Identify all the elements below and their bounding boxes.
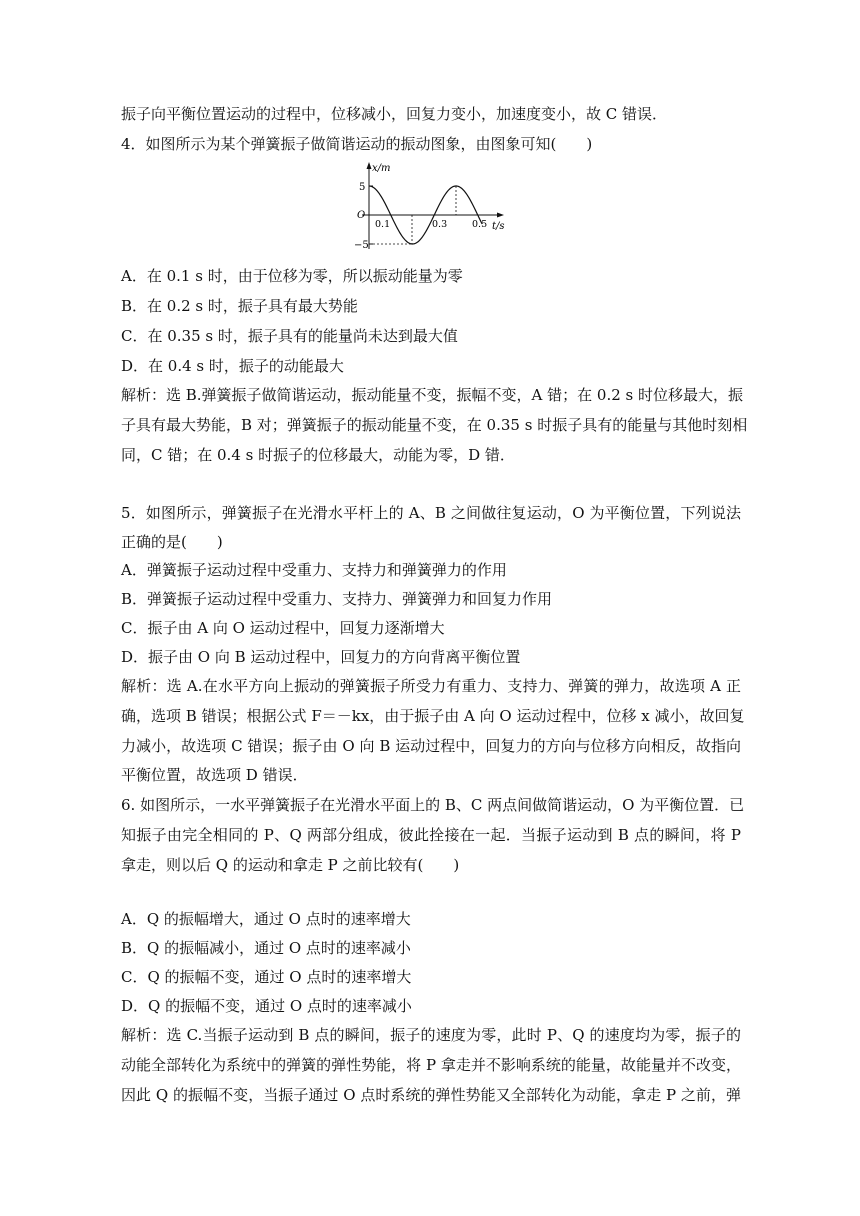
analysis-line: 子具有最大势能，B 对；弹簧振子的振动能量不变，在 0.35 s 时振子具有的能量与其他时刻相 — [121, 416, 748, 434]
option-a: A．Q 的振幅增大，通过 O 点时的速率增大 — [121, 910, 411, 928]
option-a: A．弹簧振子运动过程中受重力、支持力和弹簧弹力的作用 — [121, 561, 507, 579]
x-tick-label-0-3: 0.3 — [432, 219, 448, 230]
option-b: B．弹簧振子运动过程中受重力、支持力、弹簧弹力和回复力作用 — [121, 590, 553, 608]
analysis-line: 解析：选 B.弹簧振子做简谐运动，振动能量不变，振幅不变，A 错；在 0.2 s 时位移最大，振 — [121, 386, 744, 404]
option-a: A．在 0.1 s 时，由于位移为零，所以振动能量为零 — [121, 267, 463, 285]
question-4-stem: 4．如图所示为某个弹簧振子做简谐运动的振动图象，由图象可知( ) — [121, 135, 593, 153]
question-6-stem: 6. 如图所示，一水平弹簧振子在光滑水平面上的 B、C 两点间做简谐运动，O 为平衡位置．已 — [121, 796, 745, 814]
analysis-line: 解析：选 C.当振子运动到 B 点的瞬间，振子的速度为零，此时 P、Q 的速度均为零，振子的 — [121, 1026, 741, 1044]
y-tick-label-negative: −5 — [354, 240, 369, 251]
option-d: D．Q 的振幅不变，通过 O 点时的速率减小 — [121, 997, 412, 1015]
x-axis-label: t/s — [492, 221, 505, 232]
y-axis-label: x/m — [372, 163, 391, 174]
analysis-line: 动能全部转化为系统中的弹簧的弹性势能，将 P 拿走并不影响系统的能量，故能量并不改变， — [121, 1056, 741, 1074]
question-5-stem: 正确的是( ) — [121, 533, 223, 551]
analysis-line: 同，C 错；在 0.4 s 时振子的位移最大，动能为零，D 错． — [121, 446, 515, 464]
question-5-stem: 5．如图所示，弹簧振子在光滑水平杆上的 A、B 之间做往复运动，O 为平衡位置，下列说法 — [121, 504, 741, 522]
option-c: C．Q 的振幅不变，通过 O 点时的速率增大 — [121, 968, 412, 986]
question-6-stem: 拿走，则以后 Q 的运动和拿走 P 之前比较有( ) — [121, 856, 460, 874]
text-line: 振子向平衡位置运动的过程中，位移减小，回复力变小，加速度变小，故 C 错误． — [121, 105, 668, 123]
option-b: B．Q 的振幅减小，通过 O 点时的速率减小 — [121, 939, 411, 957]
analysis-line: 平衡位置，故选项 D 错误． — [121, 766, 308, 784]
analysis-line: 因此 Q 的振幅不变，当振子通过 O 点时系统的弹性势能又全部转化为动能，拿走 P 之前，弹 — [121, 1086, 741, 1104]
vibration-graph-figure — [352, 160, 512, 260]
y-tick-label-positive: 5 — [359, 182, 366, 193]
origin-label: O — [357, 210, 366, 221]
option-b: B．在 0.2 s 时，振子具有最大势能 — [121, 297, 358, 315]
option-d: D．振子由 O 向 B 运动过程中，回复力的方向背离平衡位置 — [121, 648, 521, 666]
question-6-stem: 知振子由完全相同的 P、Q 两部分组成，彼此拴接在一起．当振子运动到 B 点的瞬间，将 P — [121, 826, 741, 844]
x-tick-label-0-5: 0.5 — [472, 219, 488, 230]
y-axis-arrow-icon — [367, 162, 372, 169]
analysis-line: 力减小，故选项 C 错误；振子由 O 向 B 运动过程中，回复力的方向与位移方向相反，故指向 — [121, 737, 741, 755]
x-axis-arrow-icon — [497, 213, 504, 218]
option-c: C．在 0.35 s 时，振子具有的能量尚未达到最大值 — [121, 327, 458, 345]
option-d: D．在 0.4 s 时，振子的动能最大 — [121, 357, 344, 375]
option-c: C．振子由 A 向 O 运动过程中，回复力逐渐增大 — [121, 619, 445, 637]
x-tick-label-0-1: 0.1 — [375, 219, 391, 230]
analysis-line: 确，选项 B 错误；根据公式 F＝－kx，由于振子由 A 向 O 运动过程中，位移 x 减小，故回复 — [121, 707, 745, 725]
analysis-line: 解析：选 A.在水平方向上振动的弹簧振子所受力有重力、支持力、弹簧的弹力，故选项 A 正 — [121, 677, 741, 695]
